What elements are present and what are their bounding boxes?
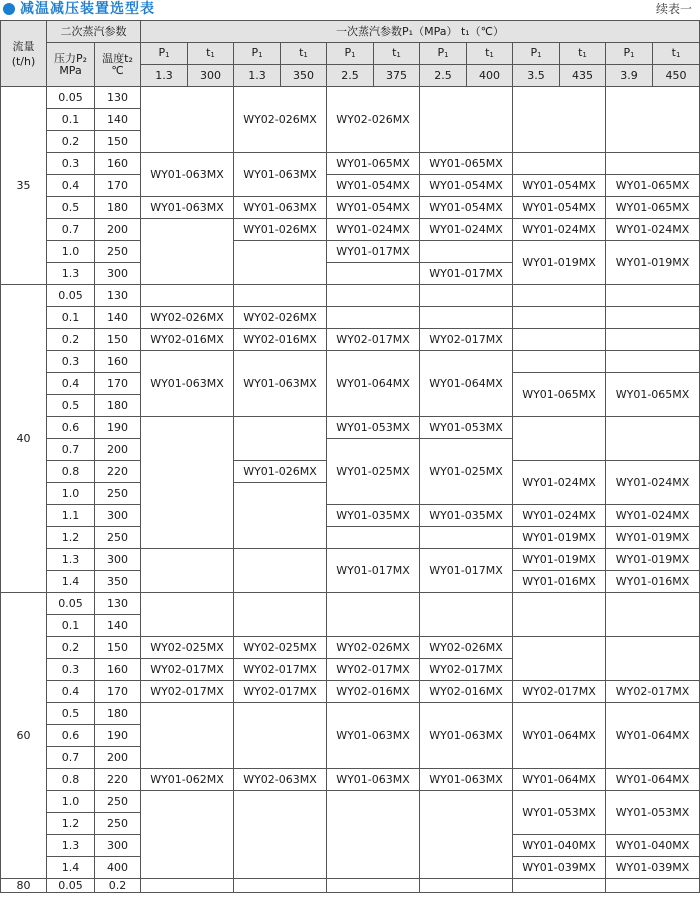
table-row — [1, 329, 700, 351]
model-code: WY01-026MX — [234, 219, 327, 241]
model-code: WY01-063MX — [141, 153, 234, 197]
empty-cell — [513, 87, 606, 153]
model-code: WY01-019MX — [513, 241, 606, 285]
empty-cell — [606, 351, 700, 373]
model-code: WY01-024MX — [513, 461, 606, 505]
pressure-value: 1.0 — [47, 241, 95, 263]
pressure-value: 1.1 — [47, 505, 95, 527]
pressure-value: 0.05 — [47, 285, 95, 307]
model-code: WY02-026MX — [327, 637, 420, 659]
table-row — [1, 791, 700, 813]
empty-cell — [420, 791, 513, 879]
table-row — [1, 285, 700, 307]
empty-cell — [420, 527, 513, 549]
model-code: WY01-065MX — [420, 153, 513, 175]
empty-cell — [513, 879, 606, 893]
model-code: WY02-017MX — [420, 659, 513, 681]
model-code: WY02-026MX — [420, 637, 513, 659]
empty-cell — [327, 263, 420, 285]
p1-label: P1 — [606, 43, 653, 65]
model-code: WY01-063MX — [327, 769, 420, 791]
temperature-value: 130 — [95, 285, 141, 307]
temperature-value: 180 — [95, 197, 141, 219]
t1-label: t1 — [281, 43, 327, 65]
model-code: WY01-024MX — [327, 219, 420, 241]
temperature-value: 250 — [95, 527, 141, 549]
pressure-value: 0.05 — [47, 87, 95, 109]
pressure-value: 0.8 — [47, 461, 95, 483]
empty-cell — [141, 549, 234, 593]
model-code: WY01-019MX — [606, 527, 700, 549]
temperature-value: 160 — [95, 153, 141, 175]
model-code: WY01-063MX — [234, 351, 327, 417]
empty-cell — [234, 593, 327, 637]
empty-cell — [420, 241, 513, 263]
model-code: WY01-040MX — [513, 835, 606, 857]
empty-cell — [513, 637, 606, 681]
model-code: WY01-017MX — [327, 241, 420, 263]
model-code: WY01-063MX — [420, 769, 513, 791]
temperature-value: 180 — [95, 703, 141, 725]
temperature-value: 300 — [95, 263, 141, 285]
model-code: WY02-016MX — [327, 681, 420, 703]
empty-cell — [420, 879, 513, 893]
table-row — [1, 637, 700, 659]
empty-cell — [234, 241, 327, 285]
empty-cell — [327, 879, 420, 893]
empty-cell — [606, 329, 700, 351]
empty-cell — [606, 593, 700, 637]
pressure-value: 0.05 — [47, 879, 95, 893]
model-code: WY02-025MX — [234, 637, 327, 659]
pressure-value: 0.1 — [47, 307, 95, 329]
model-code: WY01-065MX — [606, 175, 700, 197]
model-code: WY01-053MX — [420, 417, 513, 439]
model-code: WY02-026MX — [327, 87, 420, 153]
model-code: WY01-039MX — [513, 857, 606, 879]
empty-cell — [234, 703, 327, 769]
temperature-value: 300 — [95, 835, 141, 857]
p1-value: 1.3 — [141, 65, 188, 87]
empty-cell — [327, 527, 420, 549]
empty-cell — [513, 351, 606, 373]
pressure-value: 0.5 — [47, 197, 95, 219]
pressure-value: 0.4 — [47, 681, 95, 703]
model-code: WY02-026MX — [141, 307, 234, 329]
p1-value: 2.5 — [420, 65, 467, 87]
secondary-steam-header: 二次蒸汽参数 — [47, 21, 141, 43]
model-code: WY01-054MX — [420, 175, 513, 197]
temperature-value: 250 — [95, 483, 141, 505]
p1-label: P1 — [141, 43, 188, 65]
model-code: WY02-017MX — [420, 329, 513, 351]
temperature-value: 170 — [95, 681, 141, 703]
t1-value: 400 — [467, 65, 513, 87]
table-row — [1, 527, 700, 549]
temperature-value: 170 — [95, 175, 141, 197]
model-code: WY01-054MX — [327, 197, 420, 219]
temperature-value: 300 — [95, 549, 141, 571]
table-row — [1, 769, 700, 791]
model-code: WY01-065MX — [513, 373, 606, 417]
empty-cell — [606, 87, 700, 153]
model-code: WY01-063MX — [234, 153, 327, 197]
pressure-value: 0.2 — [47, 637, 95, 659]
model-code: WY01-063MX — [420, 703, 513, 769]
empty-cell — [234, 879, 327, 893]
empty-cell — [141, 87, 234, 153]
empty-cell — [513, 307, 606, 329]
temperature-value: 250 — [95, 813, 141, 835]
p1-value: 2.5 — [327, 65, 374, 87]
empty-cell — [606, 153, 700, 175]
model-code: WY01-064MX — [606, 769, 700, 791]
flow-value: 60 — [1, 593, 47, 879]
empty-cell — [420, 593, 513, 637]
pressure-value: 0.5 — [47, 703, 95, 725]
t1-value: 450 — [653, 65, 700, 87]
model-code: WY01-024MX — [420, 219, 513, 241]
empty-cell — [420, 87, 513, 153]
pressure-value: 1.3 — [47, 263, 95, 285]
model-code: WY01-024MX — [513, 505, 606, 527]
temperature-value: 150 — [95, 131, 141, 153]
temperature-value: 220 — [95, 769, 141, 791]
p1-label: P1 — [513, 43, 560, 65]
empty-cell — [141, 703, 234, 769]
model-code: WY01-065MX — [606, 373, 700, 417]
pressure-value: 1.0 — [47, 483, 95, 505]
model-code: WY02-017MX — [606, 681, 700, 703]
model-code: WY01-017MX — [420, 263, 513, 285]
temperature-value: 130 — [95, 593, 141, 615]
pressure-value: 0.7 — [47, 747, 95, 769]
model-code: WY01-019MX — [513, 549, 606, 571]
flow-value: 40 — [1, 285, 47, 593]
t1-value: 375 — [374, 65, 420, 87]
temperature-value: 160 — [95, 659, 141, 681]
page-title: 减温减压装置选型表 — [20, 1, 155, 17]
pressure-value: 0.3 — [47, 351, 95, 373]
empty-cell — [513, 285, 606, 307]
model-code: WY01-053MX — [327, 417, 420, 439]
selection-table — [0, 20, 700, 893]
flow-value: 35 — [1, 87, 47, 285]
pressure-value: 1.3 — [47, 835, 95, 857]
temperature-value: 300 — [95, 505, 141, 527]
pressure-value: 0.1 — [47, 109, 95, 131]
pressure-value: 0.3 — [47, 153, 95, 175]
model-code: WY01-017MX — [327, 549, 420, 593]
table-row — [1, 197, 700, 219]
model-code: WY01-063MX — [234, 197, 327, 219]
model-code: WY01-054MX — [420, 197, 513, 219]
table-row — [1, 593, 700, 615]
model-code: WY02-017MX — [327, 329, 420, 351]
empty-cell — [513, 593, 606, 637]
pressure-value: 1.2 — [47, 527, 95, 549]
pressure-value: 0.6 — [47, 417, 95, 439]
pressure-value: 1.4 — [47, 857, 95, 879]
model-code: WY01-025MX — [327, 439, 420, 505]
model-code: WY01-039MX — [606, 857, 700, 879]
empty-cell — [141, 219, 234, 285]
model-code: WY01-016MX — [606, 571, 700, 593]
p1-value: 3.5 — [513, 65, 560, 87]
temperature-value: 200 — [95, 747, 141, 769]
primary-steam-header: 一次蒸汽参数P₁（MPa） t₁（℃） — [141, 21, 700, 43]
model-code: WY01-024MX — [606, 505, 700, 527]
empty-cell — [141, 593, 234, 637]
table-row — [1, 703, 700, 725]
model-code: WY02-025MX — [141, 637, 234, 659]
model-code: WY01-024MX — [606, 461, 700, 505]
model-code: WY01-024MX — [513, 219, 606, 241]
model-code: WY01-063MX — [141, 197, 234, 219]
model-code: WY01-024MX — [606, 219, 700, 241]
model-code: WY02-026MX — [234, 87, 327, 153]
model-code: WY02-017MX — [234, 681, 327, 703]
pressure-value: 1.0 — [47, 791, 95, 813]
bullet-dot-icon — [3, 3, 15, 15]
model-code: WY01-062MX — [141, 769, 234, 791]
temperature-value: 140 — [95, 109, 141, 131]
p1-value: 1.3 — [234, 65, 281, 87]
model-code: WY02-017MX — [327, 659, 420, 681]
empty-cell — [513, 329, 606, 351]
pressure-value: 0.2 — [47, 131, 95, 153]
table-row — [1, 549, 700, 571]
pressure-value: 1.4 — [47, 571, 95, 593]
pressure-value: 0.7 — [47, 439, 95, 461]
empty-cell — [141, 879, 234, 893]
table-row — [1, 87, 700, 109]
model-code: WY02-017MX — [141, 681, 234, 703]
model-code: WY01-053MX — [513, 791, 606, 835]
model-code: WY01-063MX — [141, 351, 234, 417]
t1-value: 300 — [188, 65, 234, 87]
model-code: WY02-026MX — [234, 307, 327, 329]
model-code: WY01-035MX — [420, 505, 513, 527]
empty-cell — [141, 417, 234, 549]
table-row — [1, 351, 700, 373]
model-code: WY02-016MX — [141, 329, 234, 351]
empty-cell — [606, 285, 700, 307]
model-code: WY01-064MX — [513, 769, 606, 791]
temperature-header: 温度t₂ ℃ — [95, 43, 141, 87]
pressure-value: 0.8 — [47, 769, 95, 791]
model-code: WY02-016MX — [420, 681, 513, 703]
table-row — [1, 417, 700, 439]
pressure-value: 1.2 — [47, 813, 95, 835]
t1-value: 350 — [281, 65, 327, 87]
temperature-value: 140 — [95, 307, 141, 329]
temperature-value: 200 — [95, 439, 141, 461]
empty-cell — [234, 549, 327, 593]
temperature-value: 190 — [95, 725, 141, 747]
t1-label: t1 — [653, 43, 700, 65]
empty-cell — [234, 417, 327, 461]
table-row — [1, 219, 700, 241]
pressure-value: 0.1 — [47, 615, 95, 637]
p1-label: P1 — [327, 43, 374, 65]
t1-label: t1 — [374, 43, 420, 65]
model-code: WY01-019MX — [513, 527, 606, 549]
model-code: WY01-016MX — [513, 571, 606, 593]
temperature-value: 200 — [95, 219, 141, 241]
title-bar — [0, 0, 700, 20]
pressure-value: 0.4 — [47, 175, 95, 197]
pressure-value: 0.2 — [47, 329, 95, 351]
temperature-value: 130 — [95, 87, 141, 109]
temperature-value: 400 — [95, 857, 141, 879]
table-row — [1, 175, 700, 197]
temperature-value: 170 — [95, 373, 141, 395]
temperature-value: 140 — [95, 615, 141, 637]
pressure-value: 1.3 — [47, 549, 95, 571]
model-code: WY01-017MX — [420, 549, 513, 593]
empty-cell — [327, 791, 420, 879]
table-row — [1, 681, 700, 703]
continuation-label: 续表一 — [655, 2, 692, 16]
temperature-value: 190 — [95, 417, 141, 439]
pressure-value: 0.05 — [47, 593, 95, 615]
table-row — [1, 307, 700, 329]
empty-cell — [234, 285, 327, 307]
temperature-value: 350 — [95, 571, 141, 593]
model-code: WY01-063MX — [327, 703, 420, 769]
empty-cell — [420, 307, 513, 329]
temperature-value: 220 — [95, 461, 141, 483]
flow-value: 80 — [1, 879, 47, 893]
model-code: WY01-054MX — [327, 175, 420, 197]
model-code: WY01-065MX — [606, 197, 700, 219]
model-code: WY02-017MX — [513, 681, 606, 703]
temperature-value: 250 — [95, 791, 141, 813]
pressure-value: 0.6 — [47, 725, 95, 747]
flow-header: 流量 (t/h) — [1, 21, 47, 87]
model-code: WY02-063MX — [234, 769, 327, 791]
pressure-value: 0.3 — [47, 659, 95, 681]
empty-cell — [141, 285, 234, 307]
pressure-value: 0.5 — [47, 395, 95, 417]
empty-cell — [327, 593, 420, 637]
p1-label: P1 — [420, 43, 467, 65]
model-code: WY01-019MX — [606, 241, 700, 285]
table-row — [1, 505, 700, 527]
model-code: WY02-016MX — [234, 329, 327, 351]
empty-cell — [513, 153, 606, 175]
temperature-value: 250 — [95, 241, 141, 263]
temperature-value: 0.2 — [95, 879, 141, 893]
t1-label: t1 — [467, 43, 513, 65]
empty-cell — [513, 417, 606, 461]
temperature-value: 150 — [95, 637, 141, 659]
model-code: WY01-019MX — [606, 549, 700, 571]
model-code: WY02-017MX — [141, 659, 234, 681]
temperature-value: 160 — [95, 351, 141, 373]
model-code: WY01-064MX — [513, 703, 606, 769]
empty-cell — [606, 417, 700, 461]
pressure-header: 压力P₂ MPa — [47, 43, 95, 87]
empty-cell — [606, 879, 700, 893]
table-row — [1, 241, 700, 263]
pressure-value: 0.4 — [47, 373, 95, 395]
empty-cell — [234, 791, 327, 879]
empty-cell — [420, 285, 513, 307]
t1-label: t1 — [188, 43, 234, 65]
t1-value: 435 — [560, 65, 606, 87]
empty-cell — [606, 637, 700, 681]
model-code: WY01-064MX — [606, 703, 700, 769]
model-code: WY02-017MX — [234, 659, 327, 681]
model-code: WY01-040MX — [606, 835, 700, 857]
model-code: WY01-053MX — [606, 791, 700, 835]
temperature-value: 150 — [95, 329, 141, 351]
empty-cell — [327, 285, 420, 307]
temperature-value: 180 — [95, 395, 141, 417]
model-code: WY01-065MX — [327, 153, 420, 175]
model-code: WY01-054MX — [513, 175, 606, 197]
model-code: WY01-025MX — [420, 439, 513, 505]
model-code: WY01-054MX — [513, 197, 606, 219]
model-code: WY01-064MX — [327, 351, 420, 417]
p1-value: 3.9 — [606, 65, 653, 87]
empty-cell — [606, 307, 700, 329]
table-row — [1, 879, 700, 893]
empty-cell — [141, 791, 234, 879]
model-code: WY01-035MX — [327, 505, 420, 527]
table-row — [1, 153, 700, 175]
empty-cell — [327, 307, 420, 329]
t1-label: t1 — [560, 43, 606, 65]
model-code: WY01-026MX — [234, 461, 327, 483]
pressure-value: 0.7 — [47, 219, 95, 241]
model-code: WY01-064MX — [420, 351, 513, 417]
p1-label: P1 — [234, 43, 281, 65]
empty-cell — [234, 483, 327, 549]
